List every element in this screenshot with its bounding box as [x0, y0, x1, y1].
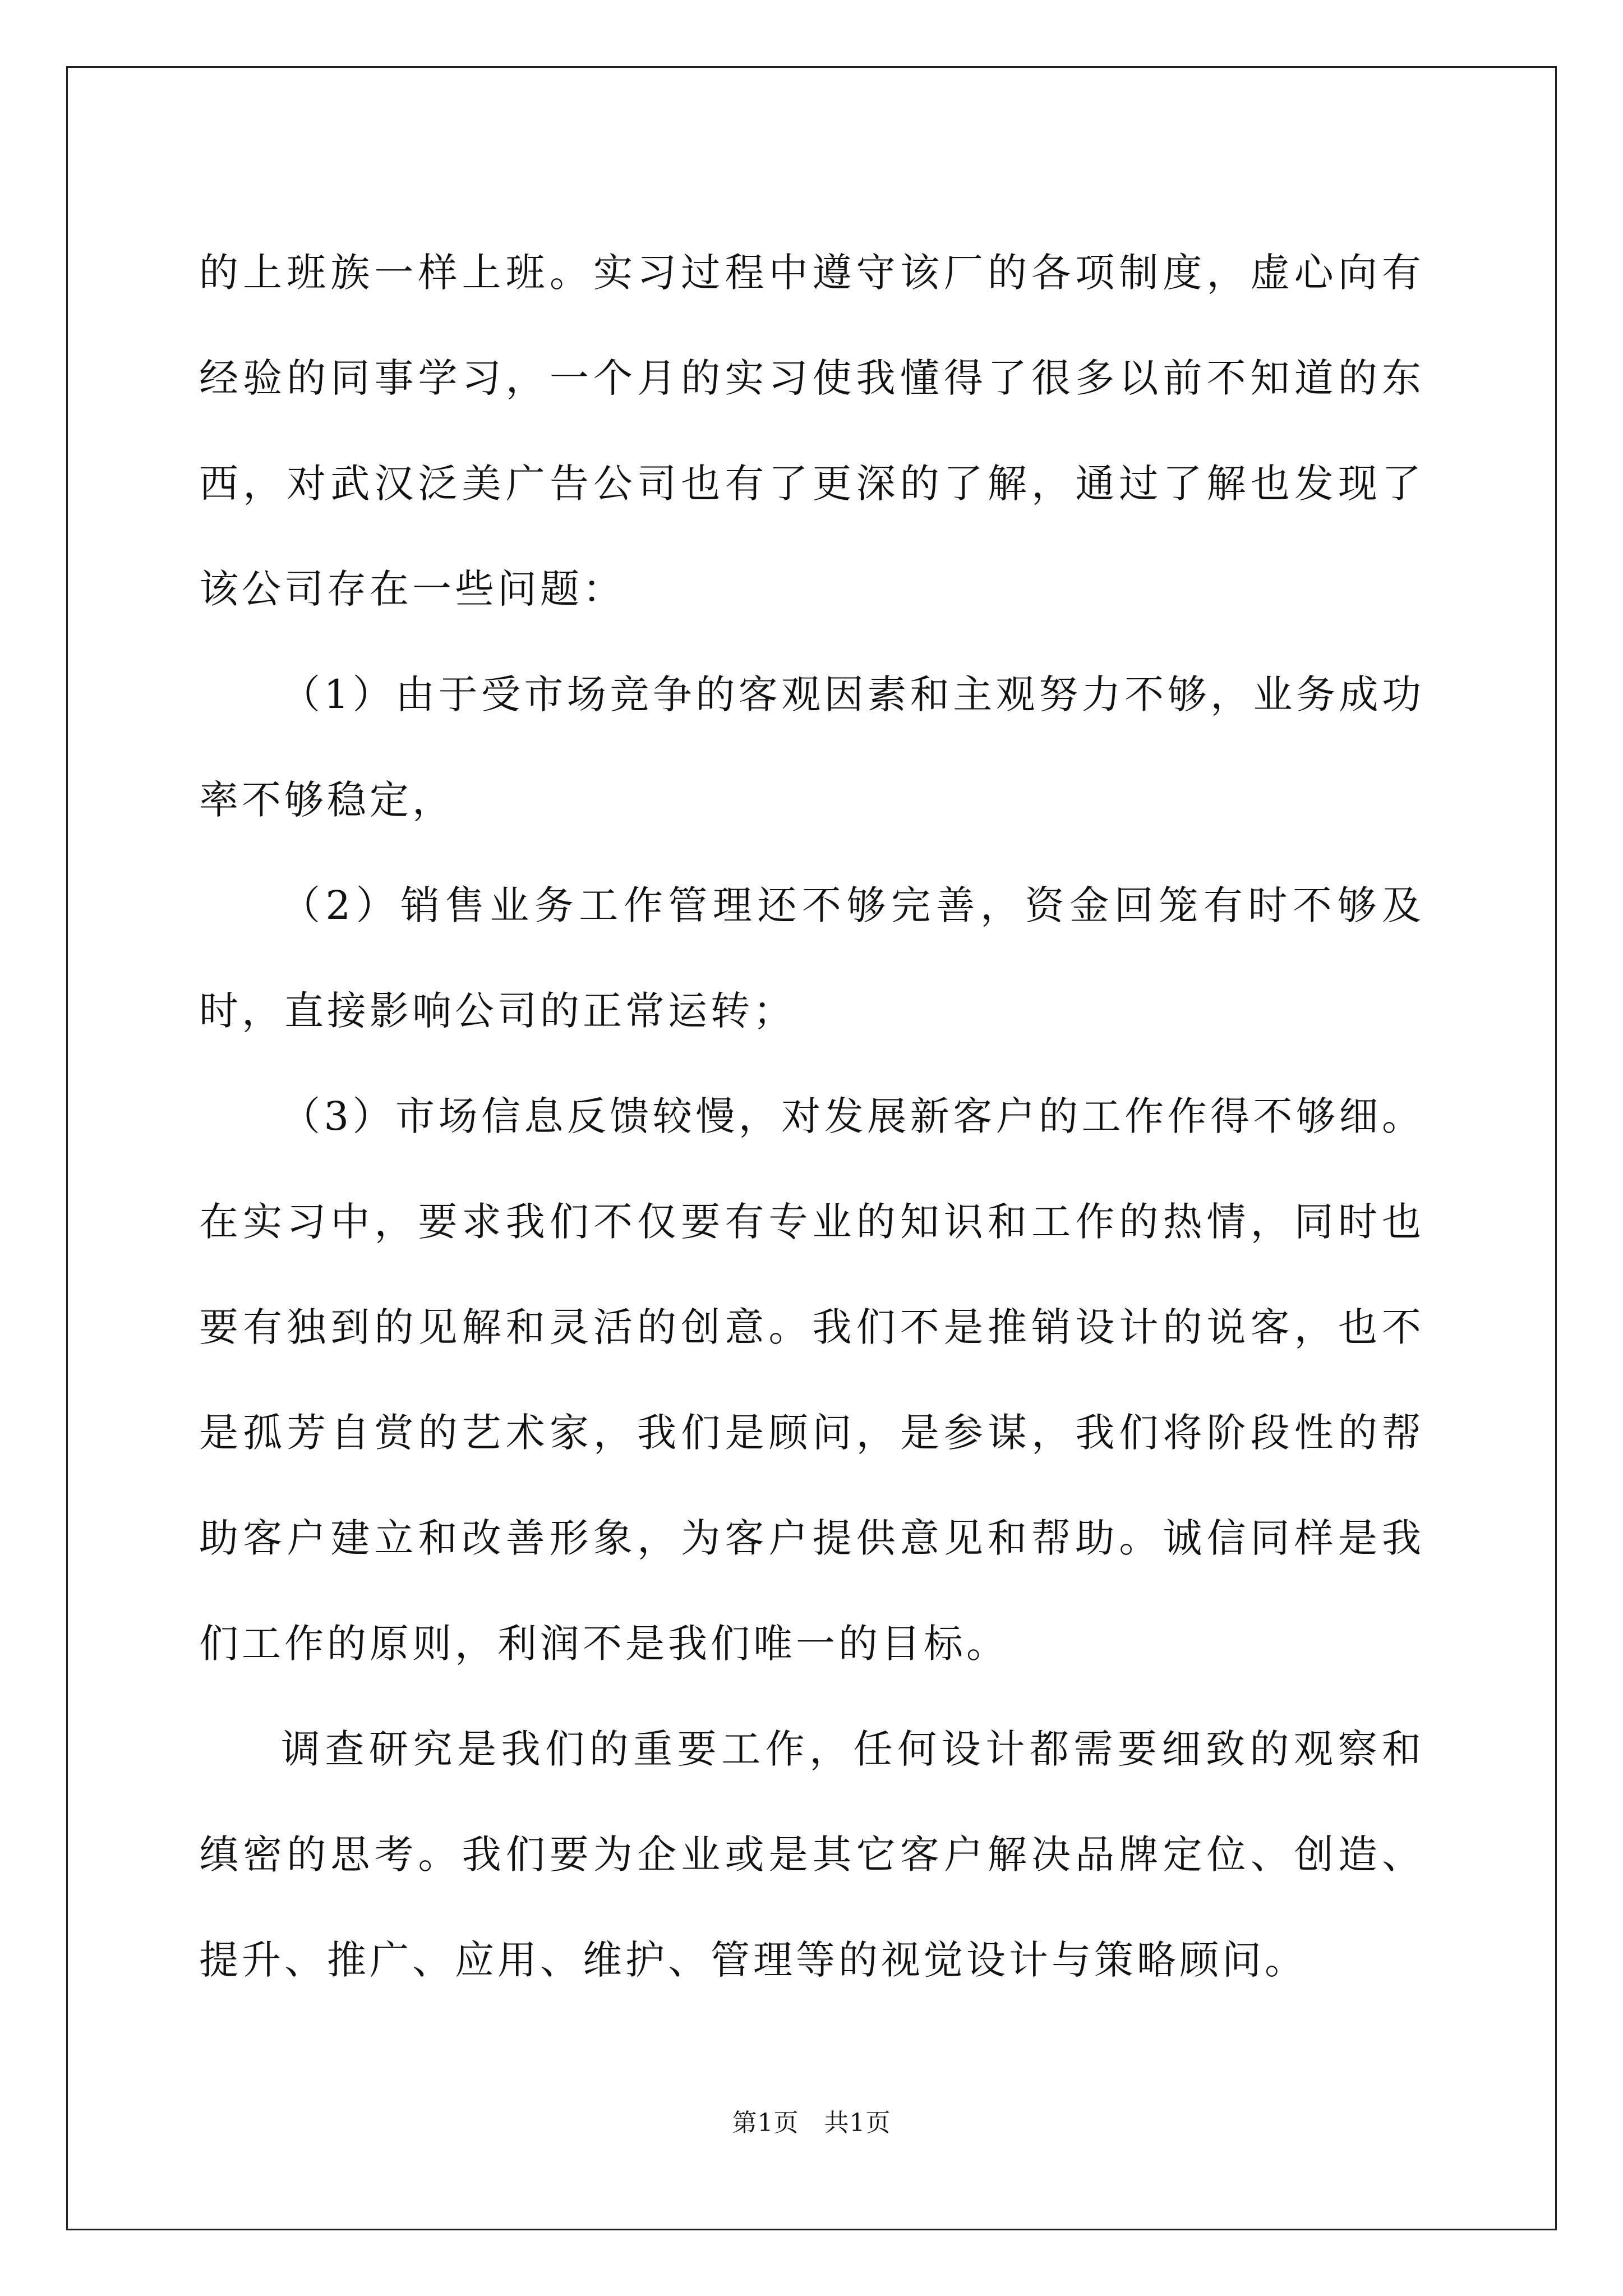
- paragraph-5: 调查研究是我们的重要工作，任何设计都需要细致的观察和缜密的思考。我们要为企业或是其它客户解决品牌定位、创造、提升、推广、应用、维护、管理等的视觉设计与策略顾问。: [199, 1726, 1424, 1983]
- page-footer: 第1页 共1页: [732, 2109, 891, 2137]
- paragraph-3: （2）销售业务工作管理还不够完善，资金回笼有时不够及时，直接影响公司的正常运转；: [199, 882, 1424, 1034]
- paragraph-2: （1）由于受市场竞争的客观因素和主观努力不够，业务成功率不够稳定，: [199, 671, 1424, 823]
- paragraph-4: （3）市场信息反馈较慢，对发展新客户的工作作得不够细。在实习中，要求我们不仅要有专业的知识和工作的热情，同时也要有独到的见解和灵活的创意。我们不是推销设计的说客，也不是孤芳自赏的艺术家，我们是顾问，是参谋，我们将阶段性的帮助客户建立和改善形象，为客户提供意见和帮助。诚信同样是我们工作的原则，利润不是我们唯一的目标。: [199, 1093, 1424, 1667]
- document-body: [199, 220, 1424, 2013]
- paragraph-1: 的上班族一样上班。实习过程中遵守该厂的各项制度，虚心向有经验的同事学习，一个月的实习使我懂得了很多以前不知道的东西，对武汉泛美广告公司也有了更深的了解，通过了解也发现了该公司存在一些问题：: [199, 250, 1424, 612]
